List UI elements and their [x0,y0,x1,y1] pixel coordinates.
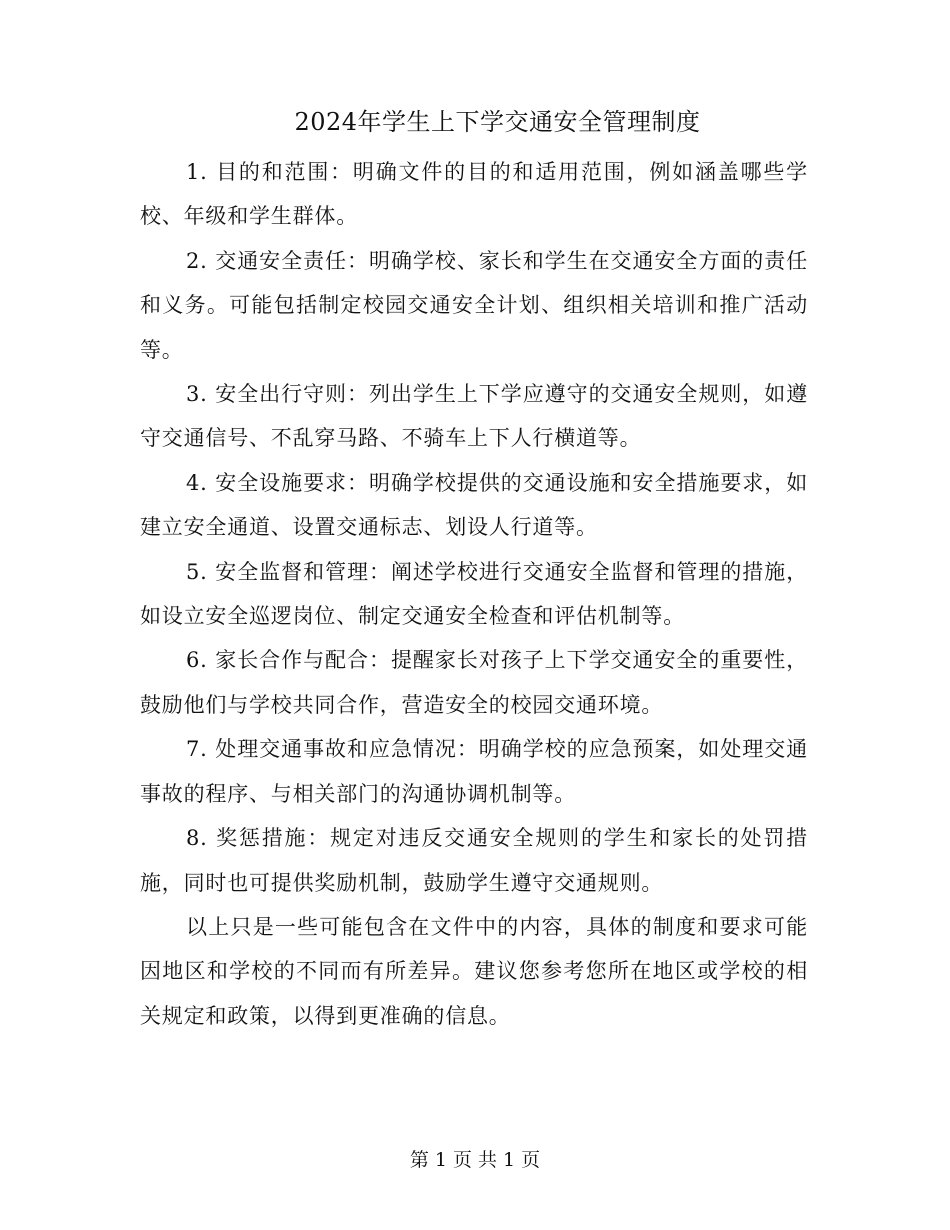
section-facility-requirements: 4. 安全设施要求：明确学校提供的交通设施和安全措施要求，如建立安全通道、设置交通标志、划设人行道等。 [140,470,808,540]
document-body [140,150,808,1038]
section-accident-emergency: 7. 处理交通事故和应急情况：明确学校的应急预案，如处理交通事故的程序、与相关部门的沟通协调机制等。 [140,737,808,806]
section-parent-cooperation: 6. 家长合作与配合：提醒家长对孩子上下学交通安全的重要性，鼓励他们与学校共同合作，营造安全的校园交通环境。 [140,648,808,717]
document-title: 2024年学生上下学交通安全管理制度 [294,108,701,136]
section-purpose-scope: 1. 目的和范围：明确文件的目的和适用范围，例如涵盖哪些学校、年级和学生群体。 [140,160,808,229]
section-supervision-management: 5. 安全监督和管理：阐述学校进行交通安全监督和管理的措施，如设立安全巡逻岗位、制定交通安全检查和评估机制等。 [140,559,808,629]
closing-note: 以上只是一些可能包含在文件中的内容，具体的制度和要求可能因地区和学校的不同而有所差异。建议您参考您所在地区或学校的相关规定和政策，以得到更准确的信息。 [140,914,808,1028]
page-number-footer: 第 1 页 共 1 页 [409,1149,541,1171]
section-safety-responsibility: 2. 交通安全责任：明确学校、家长和学生在交通安全方面的责任和义务。可能包括制定校园交通安全计划、组织相关培训和推广活动等。 [140,248,808,362]
section-travel-rules: 3. 安全出行守则：列出学生上下学应遵守的交通安全规则，如遵守交通信号、不乱穿马路、不骑车上下人行横道等。 [140,382,808,451]
section-rewards-penalties: 8. 奖惩措施：规定对违反交通安全规则的学生和家长的处罚措施，同时也可提供奖励机制，鼓励学生遵守交通规则。 [140,826,808,895]
